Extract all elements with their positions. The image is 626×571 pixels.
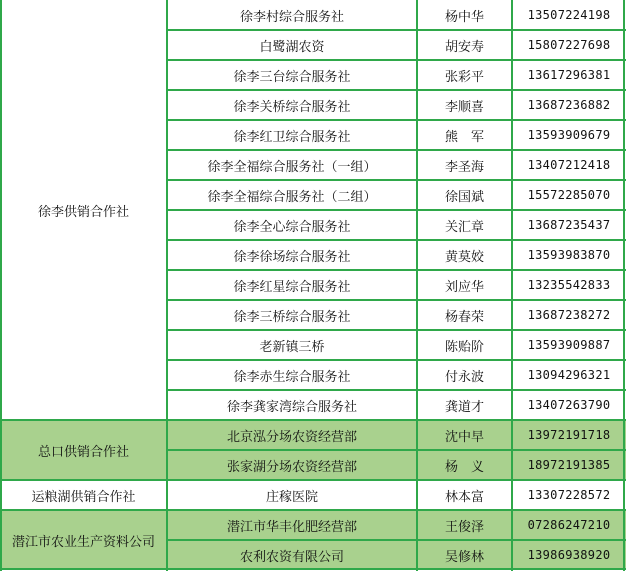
phone-cell: 13687238272 <box>527 308 611 322</box>
phone-cell: 13235542833 <box>527 278 611 292</box>
unit-cell: 徐李徐场综合服务社 <box>233 249 351 265</box>
person-cell: 李圣海 <box>444 159 484 175</box>
unit-cell: 潜江市华丰化肥经营部 <box>167 510 417 540</box>
row-divider <box>167 239 626 241</box>
unit-cell: 庄稼医院 <box>265 489 318 505</box>
column-divider <box>416 0 418 571</box>
row-divider <box>167 119 626 121</box>
unit-cell: 徐李全心综合服务社 <box>233 219 351 235</box>
column-divider <box>623 0 625 571</box>
person-cell: 杨中华 <box>444 9 484 25</box>
person-cell: 熊 军 <box>444 129 484 145</box>
phone-cell: 13507224198 <box>527 8 611 22</box>
phone-cell: 13593983870 <box>527 248 611 262</box>
phone-cell: 13593909887 <box>527 338 611 352</box>
phone-cell: 13687235437 <box>527 218 611 232</box>
person-cell: 张彩平 <box>444 69 484 85</box>
row-divider <box>0 479 626 481</box>
row-divider <box>167 59 626 61</box>
person-cell: 杨春荣 <box>444 309 484 325</box>
row-divider <box>167 209 626 211</box>
phone-cell: 18972191385 <box>512 450 626 480</box>
unit-cell: 北京泓分场农资经营部 <box>167 420 417 450</box>
row-divider <box>167 389 626 391</box>
phone-cell: 13687236882 <box>527 98 611 112</box>
phone-cell: 07286247210 <box>512 510 626 540</box>
phone-cell: 15572285070 <box>527 188 611 202</box>
row-divider <box>167 299 626 301</box>
person-cell: 林本富 <box>444 489 484 505</box>
person-cell: 黄莫姣 <box>444 249 484 265</box>
unit-cell: 徐李红卫综合服务社 <box>233 129 351 145</box>
column-divider <box>0 0 2 571</box>
phone-cell: 13972191718 <box>512 420 626 450</box>
phone-cell: 13307228572 <box>527 488 611 502</box>
person-cell: 沈中早 <box>417 420 512 450</box>
phone-cell: 13407212418 <box>527 158 611 172</box>
column-divider <box>166 0 168 571</box>
unit-cell: 徐李全福综合服务社（二组） <box>207 189 377 205</box>
group-name-cell: 徐李供销合作社 <box>37 204 129 220</box>
row-divider <box>167 539 626 541</box>
row-divider <box>167 449 626 451</box>
unit-cell: 农利农资有限公司 <box>167 540 417 570</box>
unit-cell: 徐李全福综合服务社（一组） <box>207 159 377 175</box>
row-divider <box>0 509 626 511</box>
person-cell: 王俊泽 <box>417 510 512 540</box>
unit-cell: 徐李村综合服务社 <box>239 9 344 25</box>
row-divider <box>167 359 626 361</box>
person-cell: 付永波 <box>444 369 484 385</box>
row-divider <box>167 89 626 91</box>
column-divider <box>511 0 513 571</box>
phone-cell: 13593909679 <box>527 128 611 142</box>
person-cell: 李顺喜 <box>444 99 484 115</box>
row-divider <box>0 419 626 421</box>
person-cell: 刘应华 <box>444 279 484 295</box>
row-divider <box>167 269 626 271</box>
row-divider <box>0 568 626 570</box>
row-divider <box>167 179 626 181</box>
group-name-cell: 潜江市农业生产资料公司 <box>0 510 167 570</box>
person-cell: 杨 义 <box>417 450 512 480</box>
unit-cell: 白鹭湖农资 <box>259 39 325 55</box>
group-name-cell: 运粮湖供销合作社 <box>31 489 136 505</box>
phone-cell: 13407263790 <box>527 398 611 412</box>
unit-cell: 徐李赤生综合服务社 <box>233 369 351 385</box>
person-cell: 胡安寿 <box>444 39 484 55</box>
person-cell: 徐国斌 <box>444 189 484 205</box>
phone-cell: 15807227698 <box>527 38 611 52</box>
row-divider <box>167 29 626 31</box>
person-cell: 陈贻阶 <box>444 339 484 355</box>
person-cell: 关汇章 <box>444 219 484 235</box>
unit-cell: 徐李关桥综合服务社 <box>233 99 351 115</box>
unit-cell: 徐李三桥综合服务社 <box>233 309 351 325</box>
unit-cell: 徐李三台综合服务社 <box>233 69 351 85</box>
unit-cell: 徐李龚家湾综合服务社 <box>226 399 357 415</box>
group-name-cell: 总口供销合作社 <box>0 420 167 480</box>
unit-cell: 张家湖分场农资经营部 <box>167 450 417 480</box>
phone-cell: 13094296321 <box>527 368 611 382</box>
row-divider <box>167 149 626 151</box>
unit-cell: 老新镇三桥 <box>259 339 325 355</box>
phone-cell: 13617296381 <box>527 68 611 82</box>
row-divider <box>167 329 626 331</box>
person-cell: 龚道才 <box>444 399 484 415</box>
unit-cell: 徐李红星综合服务社 <box>233 279 351 295</box>
phone-cell: 13986938920 <box>512 540 626 570</box>
person-cell: 吴修林 <box>417 540 512 570</box>
